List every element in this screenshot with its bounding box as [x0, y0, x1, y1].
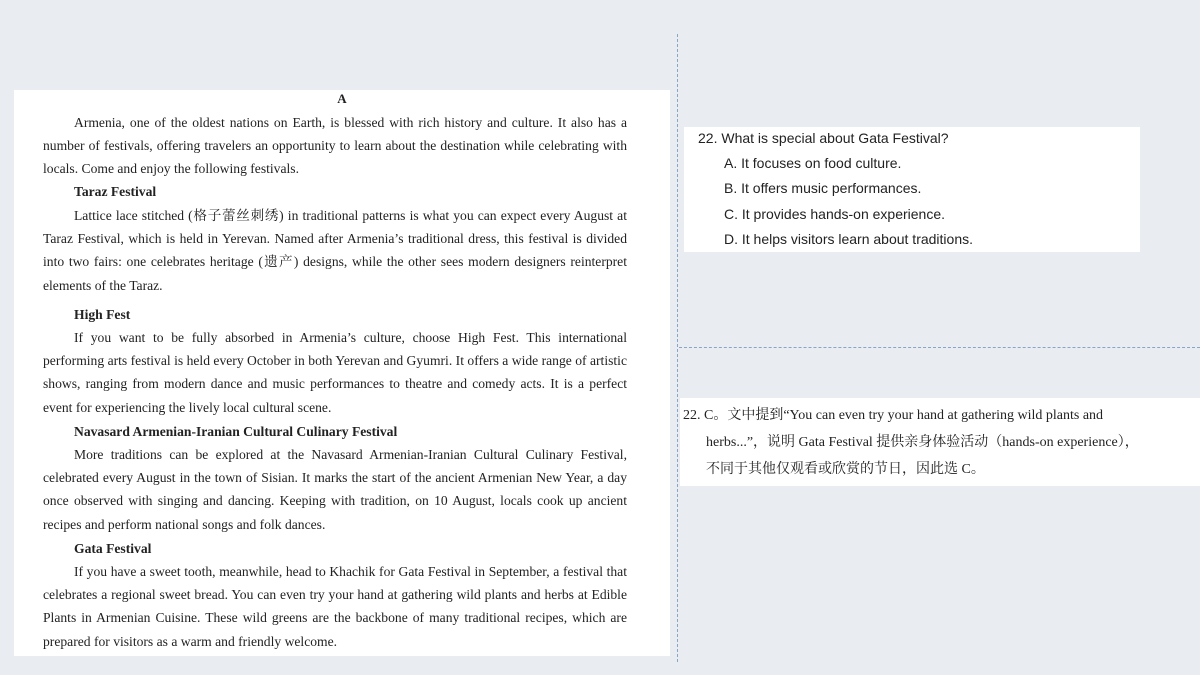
passage-title: A: [337, 91, 347, 106]
vertical-divider: [677, 34, 678, 662]
option-b: B. It offers music performances.: [724, 180, 922, 196]
option-a: A. It focuses on food culture.: [724, 155, 902, 171]
passage-intro: Armenia, one of the oldest nations on Earth, is blessed with rich history and culture. It also has a number of festivals, offering travelers an opportunity to learn about the destination while celebrating with locals. Come and enjoy the following festivals.: [43, 115, 627, 177]
section-heading-high-fest: High Fest: [74, 307, 131, 322]
horizontal-divider: [679, 347, 1200, 348]
answer-panel: [680, 398, 1200, 486]
option-d: D. It helps visitors learn about traditions.: [724, 231, 974, 247]
question-stem: 22. What is special about Gata Festival?: [698, 130, 949, 146]
answer-line-2: herbs...”，说明 Gata Festival 提供亲身体验活动（hands-on experience），: [706, 435, 1139, 450]
section-text-navasard: More traditions can be explored at the Navasard Armenian-Iranian Cultural Culinary Festival, celebrated every August in the town of Sisian. It marks the start of the ancient Armenian New Year, a day once observed with singing and dancing. Keeping with tradition, on 10 August, locals cook up ancient recipes and perform national songs and folk dances.: [43, 447, 627, 532]
answer-line-3: 不同于其他仅观看或欣赏的节日，因此选 C。: [706, 462, 985, 477]
section-text-high-fest: If you want to be fully absorbed in Armenia’s culture, choose High Fest. This international performing arts festival is held every October in both Yerevan and Gyumri. It offers a wide range of artistic shows, ranging from modern dance and music performances to theatre and comedy acts. It is a perfect event for experiencing the lively local cultural scene.: [43, 330, 627, 415]
passage-panel: [14, 90, 670, 656]
option-c: C. It provides hands-on experience.: [724, 206, 946, 222]
question-panel: [684, 127, 1140, 252]
section-heading-taraz: Taraz Festival: [74, 184, 157, 199]
section-heading-gata: Gata Festival: [74, 541, 152, 556]
section-text-taraz: Lattice lace stitched (格子蕾丝刺绣) in traditional patterns is what you can expect every August at Taraz Festival, which is held in Yerevan. Named after Armenia’s traditional dress, this festival is divided into two fairs: one celebrates heritage (遗产) designs, while the other sees modern designers reinterpret elements of the Taraz.: [43, 208, 627, 293]
section-heading-navasard: Navasard Armenian-Iranian Cultural Culinary Festival: [74, 424, 398, 439]
answer-line-1: 22. C。文中提到“You can even try your hand at gathering wild plants and: [683, 408, 1104, 423]
section-text-gata: If you have a sweet tooth, meanwhile, head to Khachik for Gata Festival in September, a festival that celebrates a regional sweet bread. You can even try your hand at gathering wild plants and herbs at Edible Plants in Armenian Cuisine. These wild greens are the backbone of many traditional recipes, which are prepared for visitors as a warm and friendly welcome.: [43, 564, 627, 649]
